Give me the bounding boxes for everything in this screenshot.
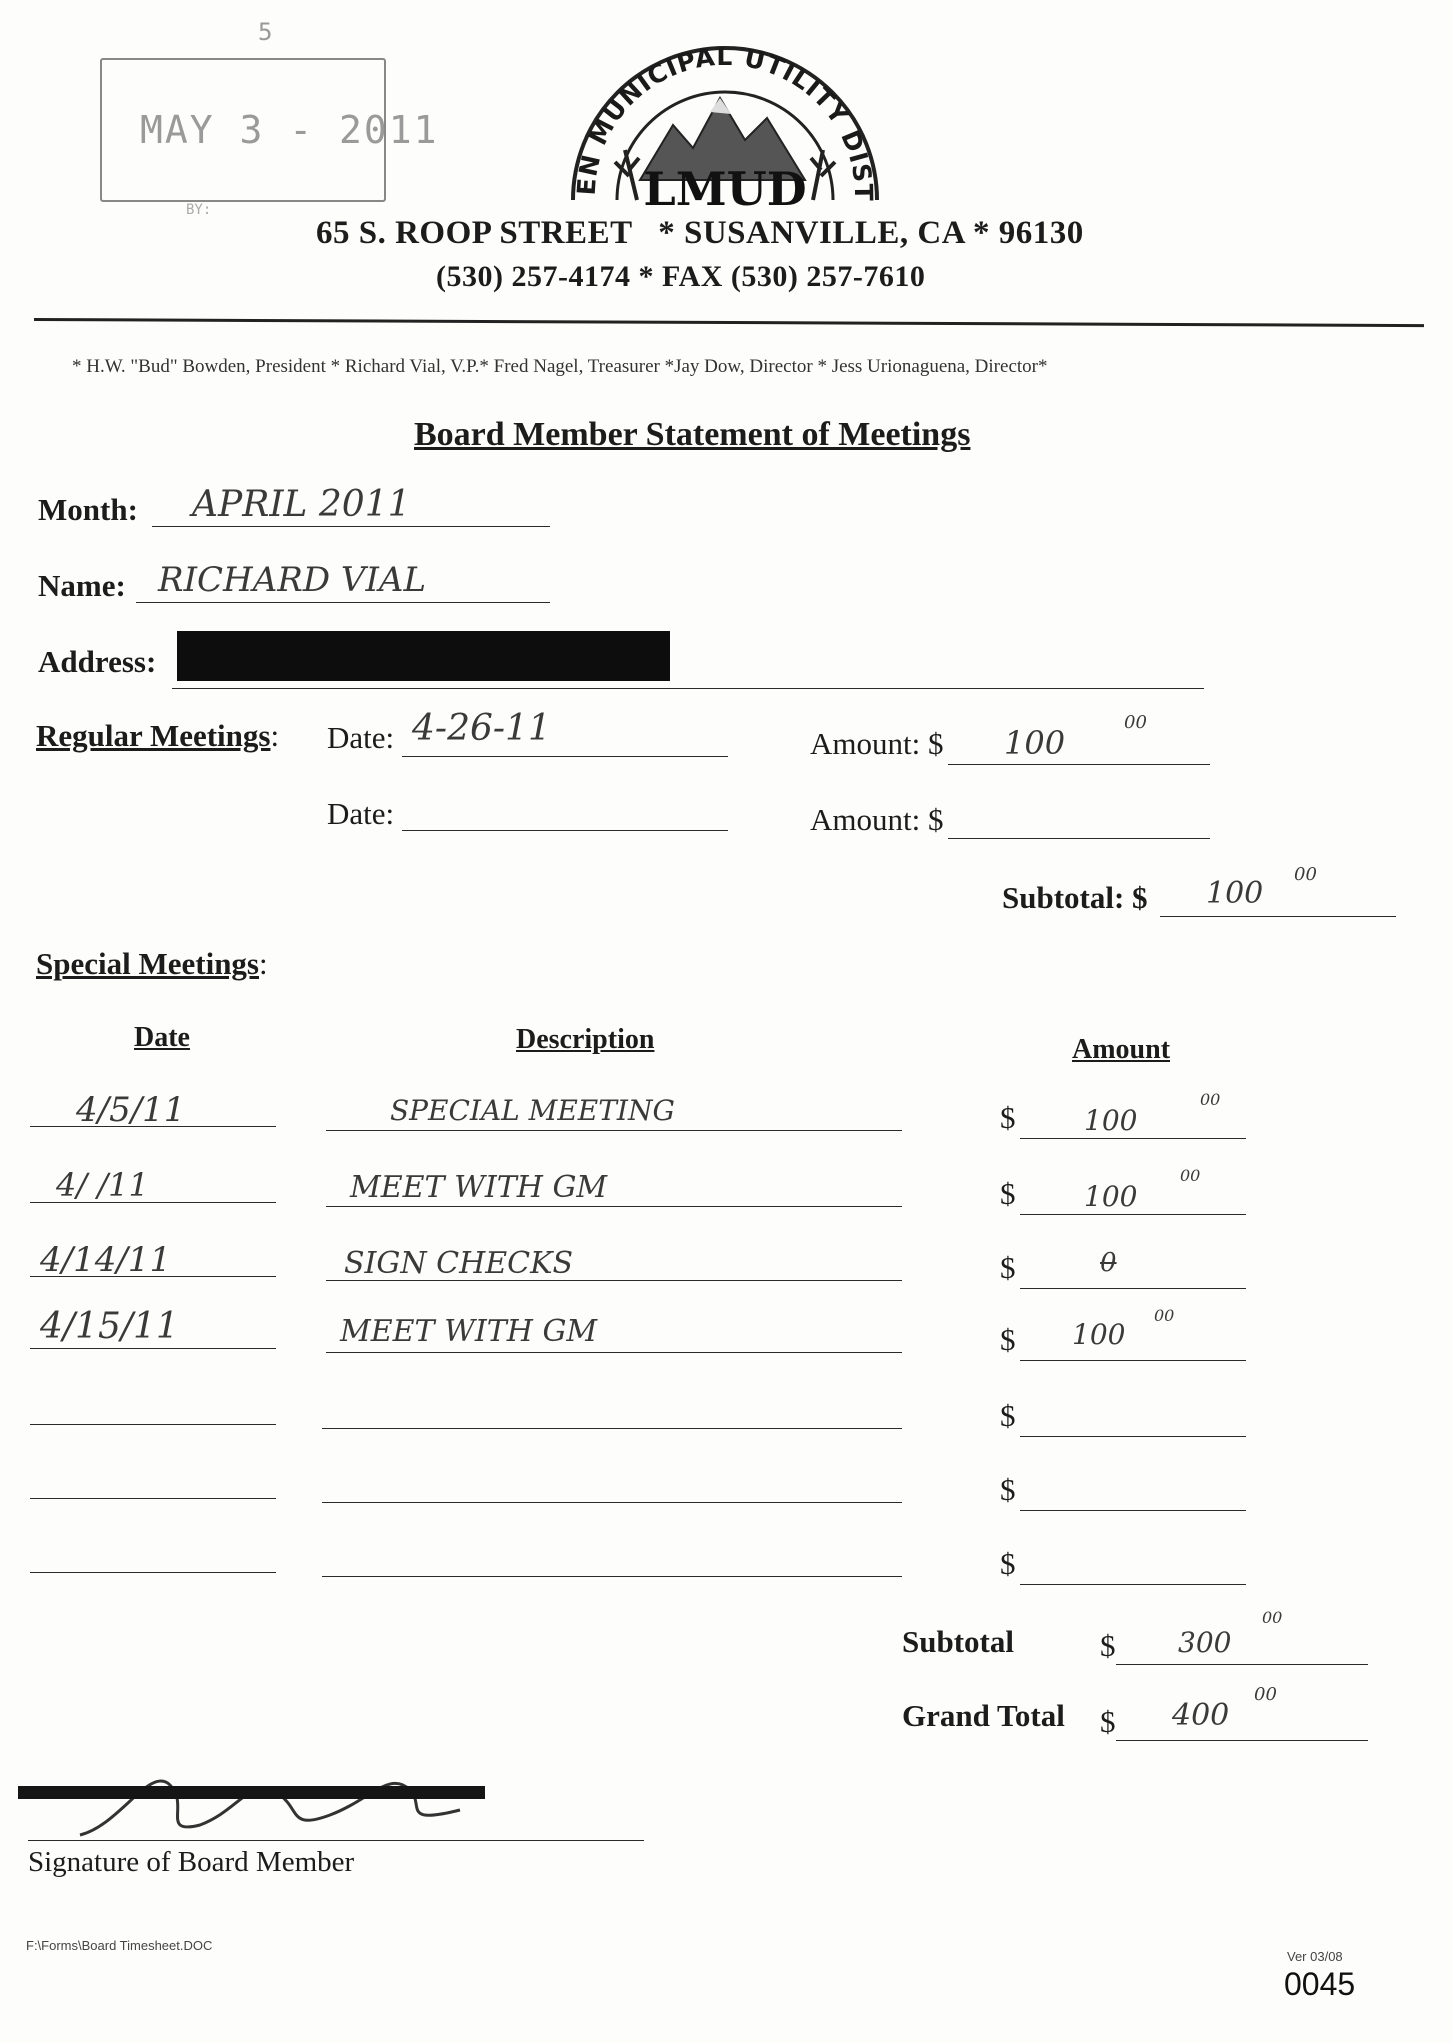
special-description-field[interactable] <box>326 1130 902 1131</box>
page-number: 0045 <box>1284 1966 1356 2002</box>
svg-text:LASSEN MUNICIPAL UTILITY DISTR: EN MUNICIPAL UTILITY DIST <box>571 41 879 203</box>
stamp-bottom-mark: BY: <box>186 202 212 218</box>
regular-amount-label: Amount: $ <box>810 726 944 761</box>
special-date-value: 4/5/11 <box>76 1090 186 1130</box>
special-currency-symbol: $ <box>1000 1472 1016 1507</box>
grand-total-label: Grand Total <box>902 1698 1065 1733</box>
special-amount-field[interactable] <box>1020 1360 1246 1361</box>
special-subtotal-value: 300 <box>1178 1626 1232 1659</box>
special-amount-cents: 00 <box>1200 1090 1221 1109</box>
regular-amount-cents: 00 <box>1124 712 1147 733</box>
special-amount-cents: 00 <box>1180 1166 1201 1185</box>
district-logo <box>555 30 895 220</box>
regular-amount-field[interactable] <box>948 764 1210 765</box>
month-field[interactable] <box>152 526 550 527</box>
signature-field[interactable] <box>28 1840 644 1841</box>
special-amount-value: 0 <box>1100 1248 1117 1278</box>
name-value: RICHARD VIAL <box>158 560 427 600</box>
regular-meetings-colon: : <box>270 718 280 753</box>
form-title: Board Member Statement of Meetings <box>414 416 971 453</box>
svg-text:LMUD: LMUD <box>643 162 807 216</box>
special-date-field[interactable] <box>30 1424 276 1425</box>
special-description-field[interactable] <box>326 1206 902 1207</box>
amount-column-header: Amount <box>1072 1034 1171 1065</box>
special-currency-symbol: $ <box>1000 1176 1016 1211</box>
special-amount-field[interactable] <box>1020 1214 1246 1215</box>
grand-total-field[interactable] <box>1116 1740 1368 1741</box>
table-row <box>0 1388 1453 1444</box>
table-row <box>0 1306 1453 1368</box>
regular-meetings-label: Regular Meetings <box>36 718 271 753</box>
special-currency-symbol: $ <box>1000 1546 1016 1581</box>
special-date-field[interactable] <box>30 1572 276 1573</box>
signature-label: Signature of Board Member <box>28 1846 355 1878</box>
special-currency-symbol: $ <box>1000 1250 1016 1285</box>
header-divider <box>34 318 1424 327</box>
special-subtotal-field[interactable] <box>1116 1664 1368 1665</box>
regular-amount-field[interactable] <box>948 838 1210 839</box>
name-field[interactable] <box>136 602 550 603</box>
footer-file-path: F:\Forms\Board Timesheet.DOC <box>26 1938 213 1953</box>
table-row <box>0 1090 1453 1146</box>
regular-subtotal-label: Subtotal: $ <box>1002 880 1148 915</box>
special-meetings-colon: : <box>259 946 268 981</box>
regular-meetings-heading <box>36 718 279 754</box>
special-date-value: 4/14/11 <box>40 1240 172 1280</box>
special-amount-field[interactable] <box>1020 1138 1246 1139</box>
regular-date-label: Date: <box>327 720 395 755</box>
special-currency-symbol: $ <box>1000 1322 1016 1357</box>
name-label: Name: <box>38 568 126 603</box>
special-date-value: 4/15/11 <box>40 1306 179 1347</box>
special-date-value: 4/ /11 <box>56 1166 149 1204</box>
address-line: 65 S. ROOP STREET * SUSANVILLE, CA * 96130 <box>316 215 1084 251</box>
special-description-value: MEET WITH GM <box>340 1314 598 1349</box>
address-field[interactable] <box>172 688 1204 689</box>
special-description-field[interactable] <box>326 1352 902 1353</box>
regular-amount-value: 100 <box>1004 724 1066 762</box>
special-currency-symbol: $ <box>1000 1398 1016 1433</box>
special-subtotal-label: Subtotal <box>902 1624 1014 1659</box>
regular-subtotal-field[interactable] <box>1160 916 1396 917</box>
redaction-bar <box>177 631 670 681</box>
special-amount-field[interactable] <box>1020 1584 1246 1585</box>
board-members-line: * H.W. "Bud" Bowden, President * Richard Vial, V.P.* Fred Nagel, Treasurer *Jay Dow, Director * Jess Urionaguena, Director* <box>72 356 1048 377</box>
special-amount-field[interactable] <box>1020 1288 1246 1289</box>
grand-total-currency: $ <box>1100 1704 1116 1739</box>
signature-scribble <box>40 1755 490 1850</box>
special-description-value: SIGN CHECKS <box>344 1246 574 1281</box>
month-label: Month: <box>38 492 138 527</box>
regular-amount-label: Amount: $ <box>810 802 944 837</box>
special-date-field[interactable] <box>30 1348 276 1349</box>
special-description-value: MEET WITH GM <box>350 1170 608 1205</box>
special-amount-field[interactable] <box>1020 1510 1246 1511</box>
special-description-value: SPECIAL MEETING <box>390 1094 675 1127</box>
special-subtotal-cents: 00 <box>1262 1608 1283 1627</box>
regular-date-value: 4-26-11 <box>412 708 551 749</box>
special-description-field[interactable] <box>322 1576 902 1577</box>
stamp-top-mark: 5 <box>258 18 273 46</box>
special-amount-value: 100 <box>1084 1180 1138 1213</box>
grand-total-value: 400 <box>1172 1698 1230 1733</box>
date-column-header: Date <box>134 1022 190 1053</box>
table-row <box>0 1536 1453 1592</box>
special-description-field[interactable] <box>322 1428 902 1429</box>
table-row <box>0 1166 1453 1222</box>
phone-line: (530) 257-4174 * FAX (530) 257-7610 <box>436 260 926 293</box>
regular-subtotal-value: 100 <box>1206 876 1264 911</box>
special-amount-value: 100 <box>1084 1104 1138 1137</box>
grand-total-cents: 00 <box>1254 1684 1277 1705</box>
table-row <box>0 1240 1453 1296</box>
signature-redaction-bar <box>18 1786 485 1799</box>
stamp-date: MAY 3 - 2011 <box>140 108 439 152</box>
special-subtotal-currency: $ <box>1100 1628 1116 1663</box>
address-label: Address: <box>38 644 157 679</box>
special-amount-field[interactable] <box>1020 1436 1246 1437</box>
special-amount-value: 100 <box>1072 1318 1126 1351</box>
logo-graphic <box>555 30 895 220</box>
received-stamp <box>0 0 439 230</box>
regular-date-field[interactable] <box>402 830 728 831</box>
footer-version: Ver 03/08 <box>1287 1949 1343 1964</box>
special-date-field[interactable] <box>30 1498 276 1499</box>
special-meetings-label: Special Meetings <box>36 946 259 981</box>
regular-subtotal-cents: 00 <box>1294 864 1317 885</box>
special-amount-cents: 00 <box>1154 1306 1175 1325</box>
table-row <box>0 1462 1453 1518</box>
regular-date-field[interactable] <box>402 756 728 757</box>
special-currency-symbol: $ <box>1000 1100 1016 1135</box>
description-column-header: Description <box>516 1024 655 1055</box>
special-meetings-heading <box>36 946 268 982</box>
month-value: APRIL 2011 <box>192 484 411 525</box>
special-description-field[interactable] <box>322 1502 902 1503</box>
regular-date-label: Date: <box>327 796 395 831</box>
